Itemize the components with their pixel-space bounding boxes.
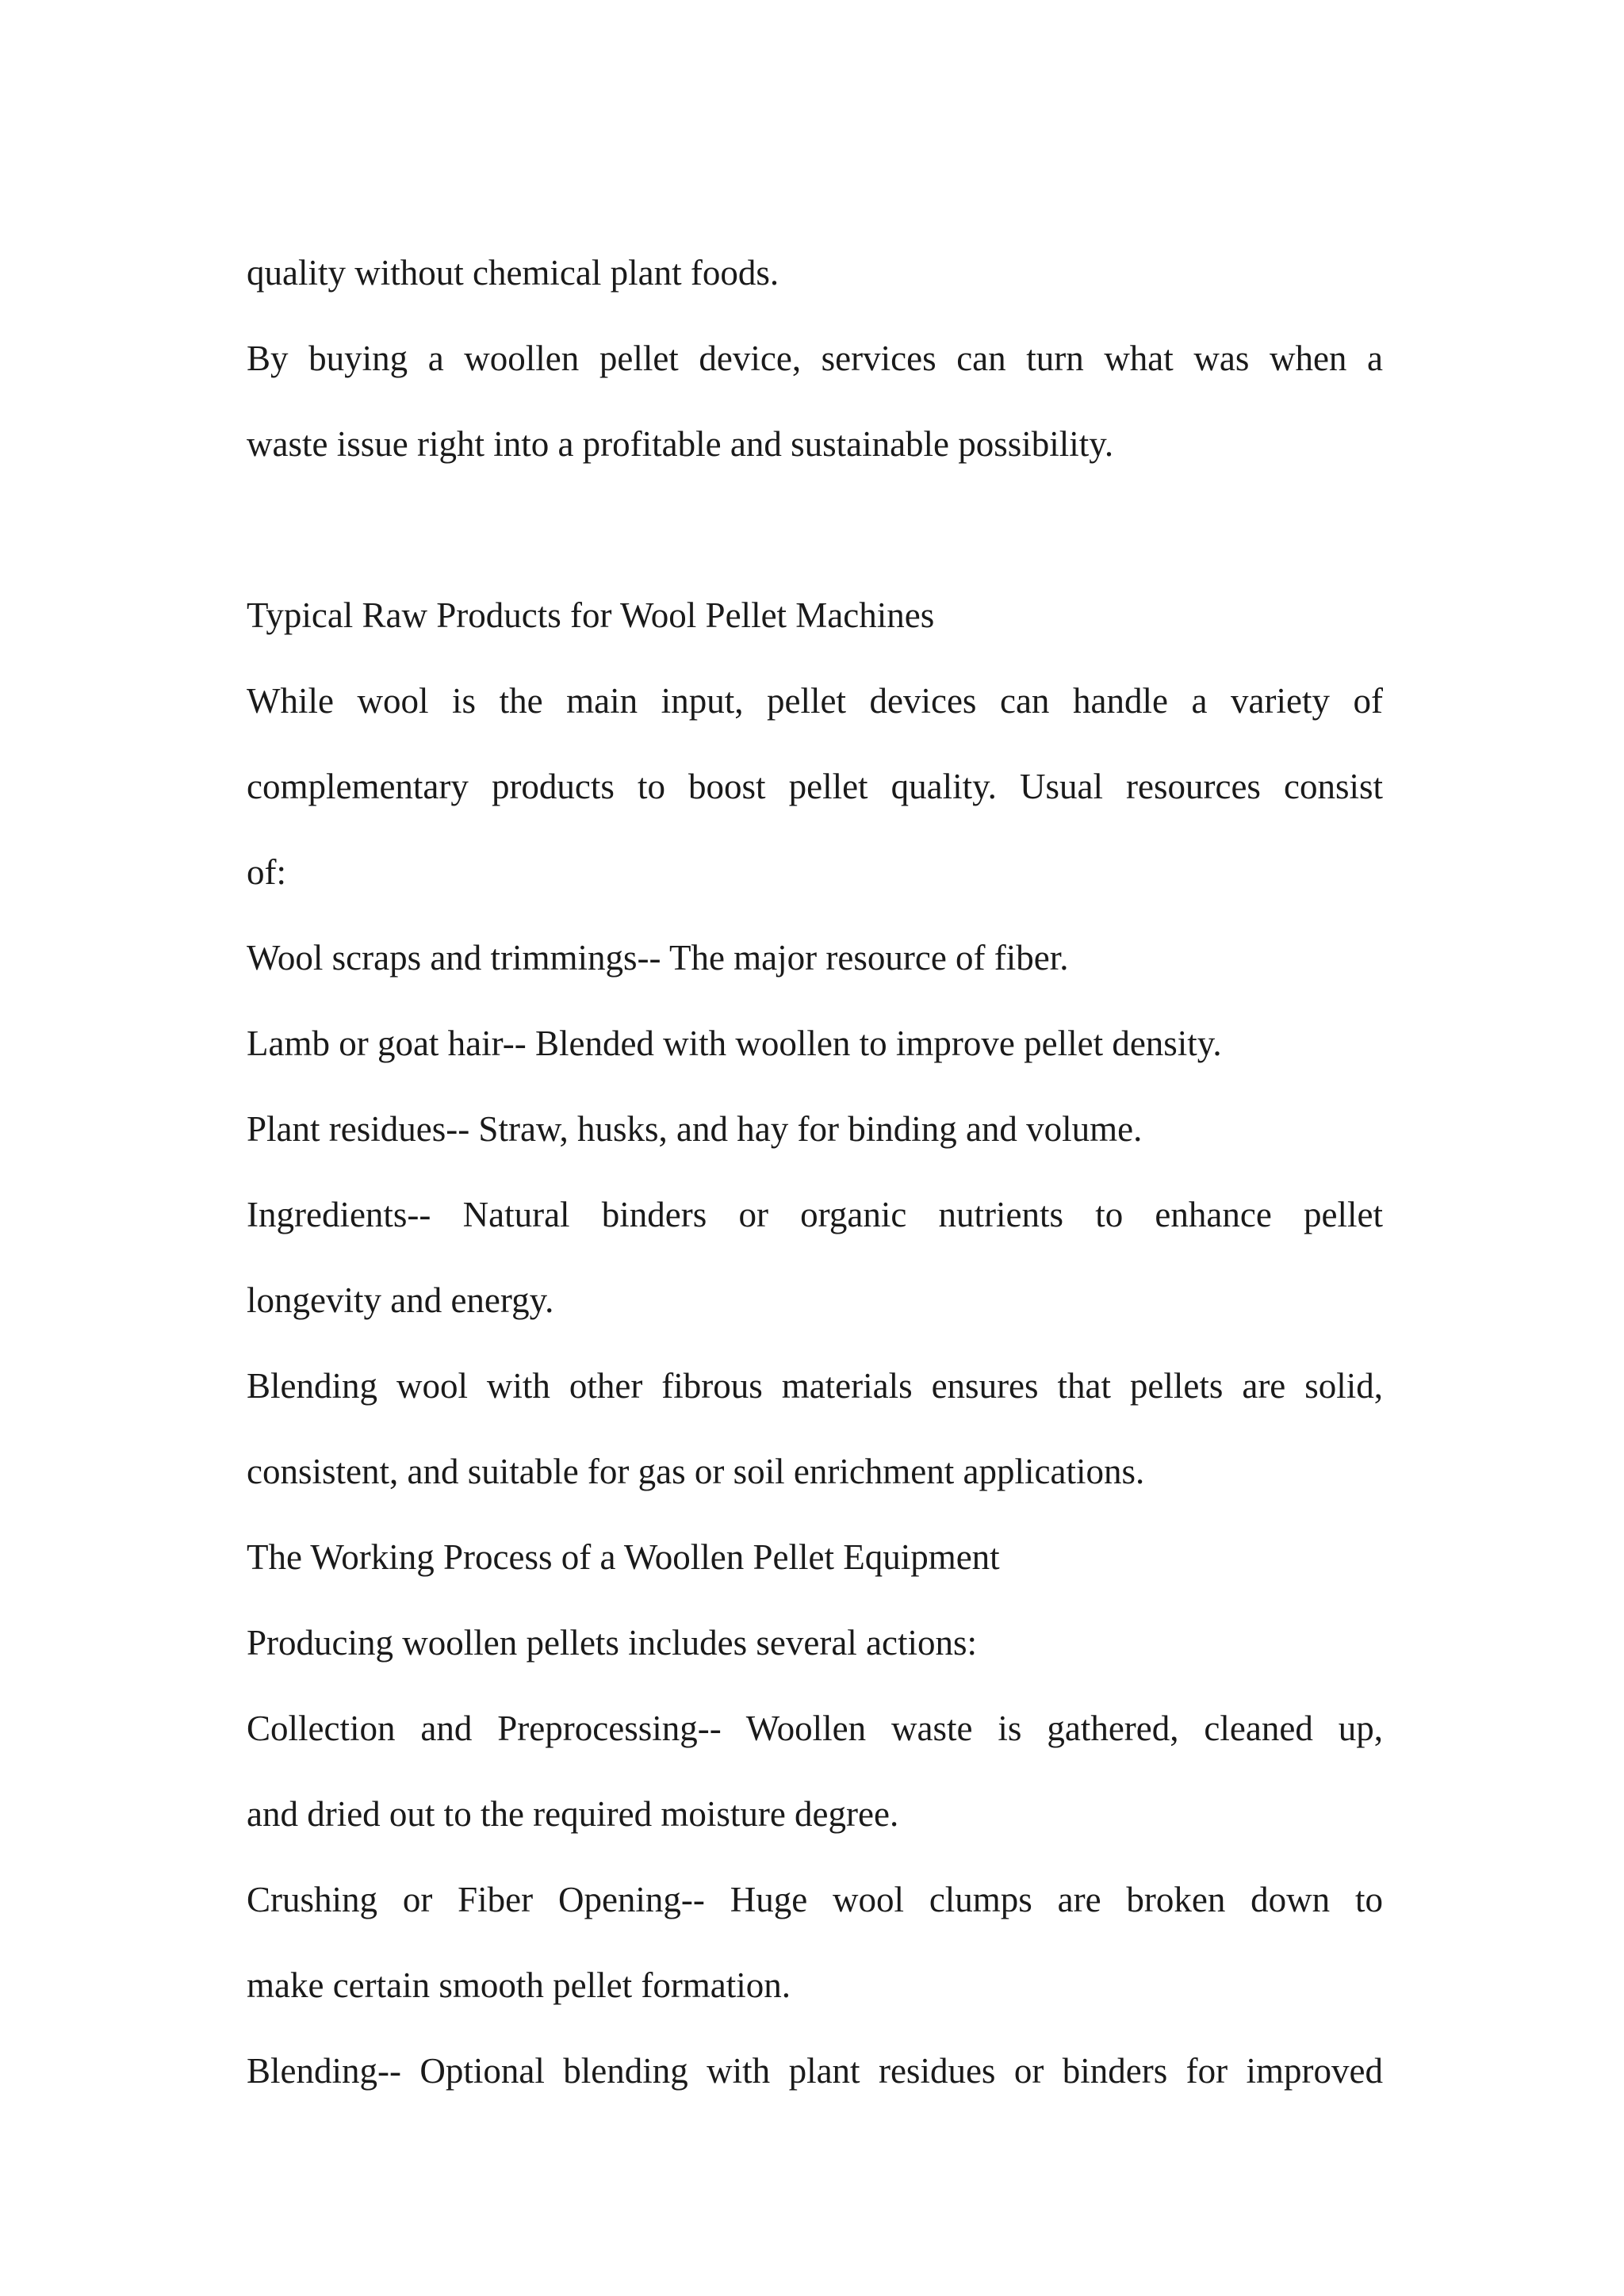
- text-line: and dried out to the required moisture degree.: [247, 1794, 899, 1834]
- list-item: Ingredients-- Natural binders or organic nutrients to enhance pellet: [247, 1195, 1383, 1234]
- text-line: longevity and energy.: [247, 1280, 554, 1320]
- list-item: Lamb or goat hair-- Blended with woollen to improve pellet density.: [247, 1024, 1222, 1063]
- text-line: By buying a woollen pellet device, services can turn what was when a: [247, 339, 1383, 378]
- list-item: Collection and Preprocessing-- Woollen waste is gathered, cleaned up,: [247, 1709, 1383, 1748]
- text-line: complementary products to boost pellet quality. Usual resources consist: [247, 767, 1383, 806]
- list-item: Crushing or Fiber Opening-- Huge wool clumps are broken down to: [247, 1880, 1383, 1919]
- text-line: Blending wool with other fibrous materials ensures that pellets are solid,: [247, 1366, 1383, 1406]
- list-item: Wool scraps and trimmings-- The major resource of fiber.: [247, 938, 1069, 978]
- section-heading: The Working Process of a Woollen Pellet Equipment: [247, 1537, 1000, 1577]
- text-line: of:: [247, 852, 286, 892]
- text-line: consistent, and suitable for gas or soil enrichment applications.: [247, 1452, 1145, 1491]
- blank-line: [247, 487, 1383, 572]
- list-item: Blending-- Optional blending with plant residues or binders for improved: [247, 2051, 1383, 2091]
- list-item: Plant residues-- Straw, husks, and hay for binding and volume.: [247, 1109, 1143, 1149]
- text-line: While wool is the main input, pellet devices can handle a variety of: [247, 681, 1383, 721]
- text-line: quality without chemical plant foods.: [247, 253, 779, 293]
- text-line: waste issue right into a profitable and sustainable possibility.: [247, 424, 1114, 464]
- text-line: make certain smooth pellet formation.: [247, 1965, 791, 2005]
- text-line: Producing woollen pellets includes several actions:: [247, 1623, 978, 1663]
- section-heading: Typical Raw Products for Wool Pellet Machines: [247, 595, 935, 635]
- document-body: [247, 230, 1383, 2114]
